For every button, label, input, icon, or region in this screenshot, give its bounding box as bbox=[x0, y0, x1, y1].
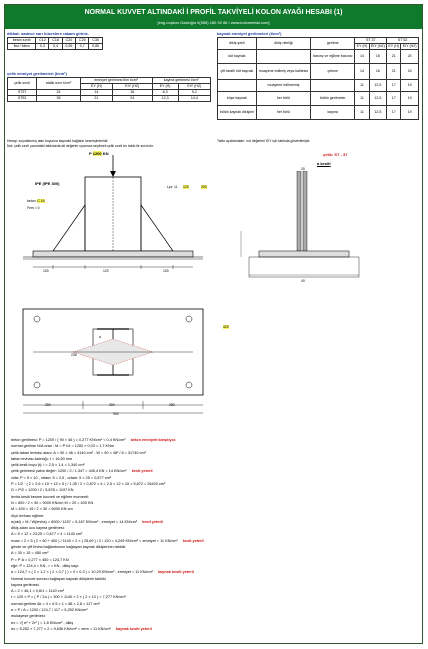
kaynak-cell: 16 bbox=[369, 50, 387, 64]
kaynak-cell: 11 bbox=[355, 80, 369, 92]
celik-cell: 21 bbox=[80, 96, 112, 102]
beton-val: 0,55 bbox=[62, 44, 76, 50]
profile-label: IPE (İPE 300) bbox=[35, 181, 60, 186]
kaynak-cell bbox=[311, 80, 355, 92]
force-symbol: P bbox=[89, 151, 92, 156]
celik-sub: EİY (HZ) bbox=[178, 84, 210, 90]
calc-text: normal gerilme N/A oran : M = P·l/4 = 1200 × 0,03 = 1,7 KNm bbox=[11, 444, 114, 449]
section-dim-w: 40 bbox=[301, 279, 305, 283]
weld-a-label: a bbox=[99, 335, 101, 339]
calc-text: τmax = 2 × 5 ( 2 × 50 + 400 ) / 1140 = 2 × ( 25,69 ) / 2 / 120 = 4,249 KN/cm² < emniyet = 11 KN/cm² bbox=[11, 538, 178, 543]
beton-row-label: fbd / fdem bbox=[8, 44, 36, 50]
celik-cell: 8,3 bbox=[152, 90, 178, 96]
beton-table bbox=[7, 37, 103, 50]
calc-text: normal gerilme Ak = 4 × 0,5 × 1 × 88 × 2,8 = 117 cm² bbox=[11, 601, 100, 606]
celik-cell: 24 bbox=[37, 90, 81, 96]
kaynak-cell: 16 bbox=[369, 64, 387, 80]
beton-input[interactable]: C 16 bbox=[37, 199, 45, 203]
calc-text: çelik gerilmesi yakın değer: 1200 / 2 / 1,347 = 445,4 KN < 14 KN/cm² bbox=[11, 469, 127, 474]
calc-result: kaynak kesiti yeterli bbox=[156, 570, 194, 575]
kaynak-cell bbox=[256, 50, 310, 64]
kaynak-cell: 21 bbox=[387, 64, 401, 80]
calc-text: P = P·A = 0,277 × 450 = 124,7 KN bbox=[11, 557, 69, 562]
kaynak-cell: 21 bbox=[387, 50, 401, 64]
section-a-title: a kesiti bbox=[317, 161, 331, 166]
calc-text: A = 30 × 15 = 450 cm² bbox=[11, 551, 49, 556]
kaynak-cell: bütün kaynak dikişleri bbox=[218, 106, 257, 120]
calc-text: σv = √( σ² + 2τ² ) = 1,8 KN/cm² , dikiş bbox=[11, 620, 74, 625]
kaynak-cell: küt kaynak bbox=[218, 50, 257, 64]
section-a-drawing bbox=[239, 171, 419, 281]
calc-text: σ = 124,7 × ( 2 × 1,2 × ( 2 × 0,7 ) ) × 0 × 0,3 ) = 10,29 KN/cm² , emniyet = 11 KN/cm² bbox=[11, 570, 153, 575]
kaynak-cell: 17 bbox=[387, 106, 401, 120]
kaynak-cell: 12,5 bbox=[369, 80, 387, 92]
celik-h: emniyet gerilmesi tlim t/cm² bbox=[80, 78, 152, 84]
beton-lbl: beton: bbox=[27, 199, 37, 203]
calc-text: dikiş alanı ucu kayma gerilmesi: bbox=[11, 526, 65, 531]
celik-cell: ST37 bbox=[8, 90, 37, 96]
kaynak-cell: çekme bbox=[311, 64, 355, 80]
beton-val: 0,7 bbox=[76, 44, 89, 50]
kaynak-cell: 14 bbox=[355, 64, 369, 80]
dim-label: 100 bbox=[43, 269, 49, 273]
beton-val: 0,85 bbox=[89, 44, 103, 50]
celik-cell: 14,4 bbox=[178, 96, 210, 102]
celik-table bbox=[7, 77, 211, 102]
celik-sub: EY (H) bbox=[152, 84, 178, 90]
plan-width: 900 bbox=[113, 412, 119, 416]
plan-dim: 280 bbox=[45, 403, 51, 407]
calc-text: eğri: P = 124,4 = KN , r = KN , dikiş sayı: bbox=[11, 563, 80, 568]
kaynak-cell: 11 bbox=[355, 92, 369, 106]
calc-text: çelik kesit boyu (t): l = 2,5 × 1,4 = 1,340 cm² bbox=[11, 463, 85, 468]
calc-text: Normal kuvvet sonucu bağlayan kaynak dikişlerin tahkiki bbox=[11, 576, 106, 581]
section-dim-h: 15 bbox=[301, 167, 305, 171]
kaynak-cell: 12,5 bbox=[369, 106, 387, 120]
plan-drawing bbox=[13, 299, 213, 419]
kaynak-cell: 12,5 bbox=[369, 92, 387, 106]
beton-val: 0,4 bbox=[49, 44, 62, 50]
calc-line bbox=[11, 626, 421, 632]
kaynak-cell: 11 bbox=[355, 106, 369, 120]
calc-text: çelik taban levhası alanı: A = 90 × 46 = 4140 cm² - W = 90 × 46² / 6 = 31740 cm³ bbox=[11, 450, 146, 455]
kaynak-label: kaynak emniyet gerilmeleri (t/cm²) bbox=[217, 31, 282, 36]
calc-text: levha kesiti kesme kuvveti ve eğilme momenti: bbox=[11, 494, 89, 499]
kaynak-cell: köşe kaynak bbox=[218, 92, 257, 106]
fem-label bbox=[27, 206, 40, 210]
kaynak-cell: 17 bbox=[387, 92, 401, 106]
beton-head: beton sınıfı bbox=[8, 38, 36, 44]
celik-note-2: Not: çelik sınıfı yanındaki tablolarda ait değerler uyarınca seçilmeli çelik sınıfı bu tablo ile sınırlıdır. bbox=[7, 144, 154, 148]
calc-text: σ(akt) = M / W(levha) = 6000 / 1157 = 5,187 KN/cm² , emniyet = 14 KN/cm² bbox=[11, 519, 138, 524]
calc-result: kesit yeterli bbox=[141, 519, 164, 524]
kaynak-h: dikiş niteliği bbox=[256, 38, 310, 50]
calc-text: beton gerilmesi: P = 1200 / ( 90 × 46 ) = 0,277 KN/cm² < 0,4 KN/cm² bbox=[11, 438, 126, 442]
elevation-drawing bbox=[13, 155, 223, 275]
kaynak-cell: kayma bbox=[311, 106, 355, 120]
dim-input[interactable]: 120 bbox=[183, 185, 189, 189]
calc-text: σv = 5,252 × 7,277 × 2 = 9,636 KN/cm² < σem = 11 KN/cm² bbox=[11, 626, 111, 631]
kaynak-h: ST 37 bbox=[355, 38, 387, 44]
calc-text: P = 1/2 · ( 2 × 2,6 × 10 + 13 × 5 ) / 1,35 / 2 × 0,872 × 4 = 2,5 × 12 × 15 × 5,872 = 26420 cm³ bbox=[11, 482, 166, 487]
kaynak-sub: EY (H) bbox=[356, 44, 368, 48]
kaynak-table bbox=[217, 37, 419, 120]
calc-text: G = P/2 = 1200 / 2 / 5,878 = 1197 KN bbox=[11, 488, 74, 493]
kaynak-cell: çift taraflı küt kaynak bbox=[218, 64, 257, 80]
calculation-block bbox=[11, 437, 421, 632]
calc-result: beton emniyeti karşılıyor. bbox=[129, 438, 177, 442]
kaynak-cell: her türlü bbox=[256, 106, 310, 120]
kaynak-cell: 14 bbox=[355, 50, 369, 64]
beton-class-label bbox=[27, 199, 45, 203]
beton-col: C30 bbox=[89, 38, 103, 44]
calc-text: kayma gerilmesi: bbox=[11, 582, 40, 587]
kaynak-cell: basınç ve eğilme basıncı bbox=[311, 50, 355, 64]
kaynak-note: Tablo açıklamaları: not değerleri EİY için tabloda gösterilmiştir. bbox=[217, 139, 311, 143]
calc-result: kaynak kesiti yeterli bbox=[114, 626, 152, 631]
calc-text: taban levhası kalınlığı: t = 16,50 mm bbox=[11, 456, 73, 461]
celik-h: çelik sınıfı bbox=[8, 78, 37, 90]
dim-label: 120 bbox=[103, 269, 109, 273]
celik-cell: 24 bbox=[112, 96, 152, 102]
kaynak-h: gerilme bbox=[311, 38, 355, 50]
celik-cell: 9,2 bbox=[178, 90, 210, 96]
force-label: P 1200 KN bbox=[89, 151, 109, 156]
kaynak-cell: 19 bbox=[401, 80, 419, 92]
celik-note: Hesap: soyutlanmış alan boyunca kaynaklı bağlantı kesmişimleridir. bbox=[7, 139, 109, 143]
cut-label: 236 bbox=[71, 353, 77, 357]
beton-val: 0,3 bbox=[36, 44, 49, 50]
kaynak-cell: muayene edilmemiş bbox=[256, 80, 310, 92]
calc-text: τ = 120 × P × ( P / Σa ) = 300 × 1140 × 2 × ( 2 × 10 ) = 7,277 KN/cm² bbox=[11, 595, 126, 600]
kaynak-cell: 24 bbox=[401, 64, 419, 80]
calc-text: ölçü levhası eğilme: bbox=[11, 513, 45, 518]
calc-text: A = 2 × 46,1 × 0,6/1 = 1140 cm² bbox=[11, 589, 65, 594]
calc-text: vida: P = 5 × 10 , ortam: 5 = 2,5 , ortam: 5 × 25 = 0,877 cm² bbox=[11, 475, 112, 480]
plan-dim: 280 bbox=[169, 403, 175, 407]
plan-dim: 300 bbox=[109, 403, 115, 407]
kaynak-sub: EİY (HZ) bbox=[402, 44, 417, 48]
calc-text: N = 600 / 2 × 30 = 9000 KN/cm M = 20 = 400 KN bbox=[11, 500, 94, 505]
dim-input[interactable]: 200 bbox=[201, 185, 207, 189]
fem-val: 0 bbox=[37, 206, 40, 210]
beton-col: C25 bbox=[76, 38, 89, 44]
beton-col: C20 bbox=[62, 38, 76, 44]
beton-col: C12 bbox=[36, 38, 49, 44]
kaynak-cell: her türlü bbox=[256, 92, 310, 106]
kaynak-cell: 17 bbox=[387, 80, 401, 92]
steel-selection[interactable]: çelik: ST - 37 bbox=[323, 152, 348, 157]
calc-text: mukayese gerilmesi: bbox=[11, 614, 46, 619]
celik-cell: 12,3 bbox=[152, 96, 178, 102]
beton-col: C16 bbox=[49, 38, 62, 44]
celik-h: kayma gerilmesi t/cm² bbox=[152, 78, 210, 84]
celik-sub: EİY (HZ) bbox=[112, 84, 152, 90]
kaynak-cell: 24 bbox=[401, 50, 419, 64]
page-subtitle: [eng.coşkun Gazioğlu 0(555) 180 92 86 / www.kolonmetal.com] bbox=[157, 20, 270, 25]
input-warning: dikkat: sadece sarı hücrelere rakam giriniz. bbox=[7, 31, 89, 36]
lyz-label: Lyz: 11 bbox=[167, 185, 178, 189]
fem-lbl: Fem = bbox=[27, 206, 37, 210]
title-banner bbox=[5, 5, 422, 29]
dim-label: 100 bbox=[163, 269, 169, 273]
page-frame bbox=[4, 4, 423, 644]
plan-height-input[interactable]: 420 bbox=[223, 325, 229, 329]
kaynak-h: dikiş şekli bbox=[218, 38, 257, 50]
calc-text: M = 400 × 15 / 2 × 30 = 6000 KN·cm bbox=[11, 507, 73, 512]
celik-cell: 16 bbox=[112, 90, 152, 96]
calc-result: kesit yeterli bbox=[181, 538, 204, 543]
force-input[interactable]: 1200 bbox=[92, 151, 102, 156]
kaynak-cell: bütün gerilmeler bbox=[311, 92, 355, 106]
kaynak-sub: EİY (HZ) bbox=[370, 44, 385, 48]
kaynak-cell: 19 bbox=[401, 92, 419, 106]
kaynak-cell: 19 bbox=[401, 106, 419, 120]
celik-label: çelik emniyet gerilmeleri (t/cm²) bbox=[7, 71, 67, 76]
calc-text: gövde ve çift levha bağlantısının bağlayan kaynak dikişlerinin tahkiki bbox=[11, 545, 126, 550]
kaynak-cell bbox=[218, 80, 257, 92]
celik-cell: 14 bbox=[80, 90, 112, 96]
kaynak-cell: muayene edilmiş veya kalitesiz bbox=[256, 64, 310, 80]
celik-sub: EY (H) bbox=[80, 84, 112, 90]
calc-text: σ = P / A = 1200 / 124,7 / 117 = 5,252 KN/cm² bbox=[11, 608, 88, 613]
calc-result: kesit yeterli bbox=[130, 469, 153, 474]
celik-cell: ST52 bbox=[8, 96, 37, 102]
calc-text: A = 5 × 12 × 23,25 = 0,677 × 4 = 1140 cm² bbox=[11, 532, 83, 537]
celik-cell: 36 bbox=[37, 96, 81, 102]
kaynak-h: ST 52 bbox=[387, 38, 419, 44]
page-title: NORMAL KUVVET ALTINDAKİ İ PROFİL TAKVİYELİ KOLON AYAĞI HESABI (1) bbox=[84, 9, 343, 16]
kaynak-sub: EY (H) bbox=[388, 44, 400, 48]
celik-h: statik sınır t/cm² bbox=[37, 78, 81, 90]
